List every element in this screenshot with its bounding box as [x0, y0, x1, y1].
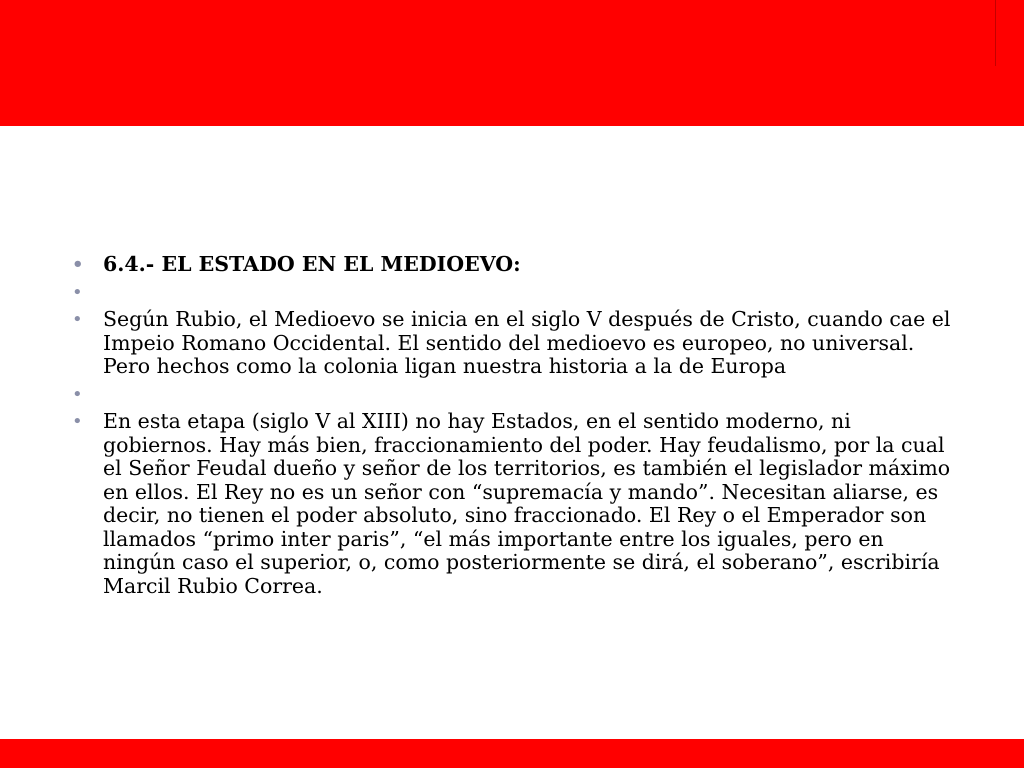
bullet-item-title — [72, 253, 952, 277]
bullet-icon: • — [72, 383, 83, 405]
footer-band — [0, 739, 1024, 768]
bullet-item-feudalism — [72, 410, 952, 598]
slide-bullet-list — [72, 253, 952, 602]
bullet-text: En esta etapa (siglo V al XIII) no hay Estados, en el sentido moderno, ni gobiernos. Hay más bien, fraccionamiento del poder. Hay feudalismo, por la cual el Señor Feudal dueño y señor de los territorios, es también el legislador máximo en ellos. El Rey no es un señor con “supremacía y mando”. Necesitan aliarse, es decir, no tienen el poder absoluto, sino fraccionado. El Rey o el Emperador son llamados “primo inter paris”, “el más importante entre los iguales, pero en ningún caso el superior, o, como posteriormente se dirá, el soberano”, escribiría Marcil Rubio Correa. — [103, 409, 951, 598]
bullet-text: Según Rubio, el Medioevo se inicia en el siglo V después de Cristo, cuando cae el Impeio Romano Occidental. El sentido del medioevo es europeo, no universal. Pero hechos como la colonia ligan nuestra historia a la de Europa — [103, 307, 951, 378]
header-band — [0, 0, 1024, 126]
bullet-item-origin — [72, 308, 952, 379]
header-divider-line — [995, 0, 996, 66]
bullet-item-empty — [72, 281, 952, 305]
bullet-icon: • — [72, 281, 83, 303]
slide-title-text: 6.4.- EL ESTADO EN EL MEDIOEVO: — [103, 252, 521, 276]
bullet-icon: • — [72, 309, 83, 330]
bullet-icon: • — [72, 411, 83, 432]
bullet-item-empty — [72, 383, 952, 407]
bullet-icon: • — [72, 254, 84, 275]
